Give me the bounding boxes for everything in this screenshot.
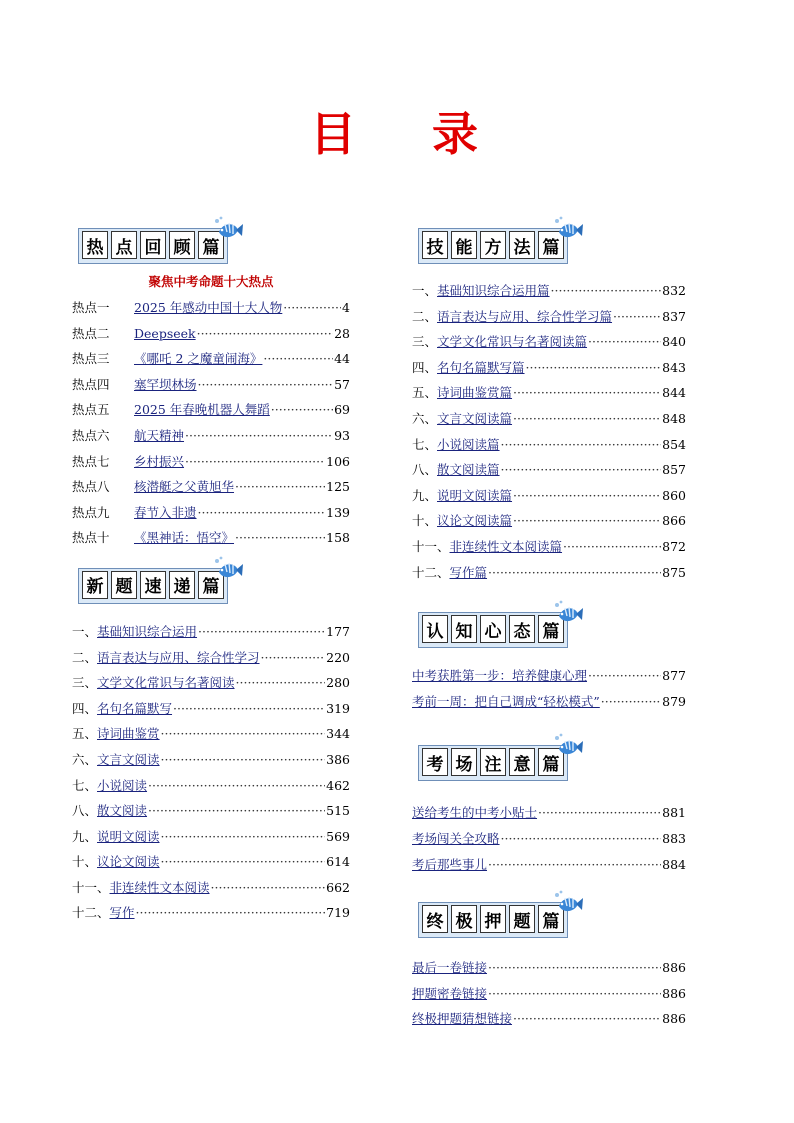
dot-leader bbox=[136, 905, 326, 920]
badge-char: 回 bbox=[140, 231, 166, 259]
toc-entry-label: 热点六 bbox=[72, 427, 110, 443]
toc-entry-page: 857 bbox=[662, 462, 686, 478]
badge-char: 心 bbox=[480, 615, 506, 643]
dot-leader bbox=[198, 624, 325, 639]
badge-char: 篇 bbox=[198, 231, 224, 259]
toc-entry-link[interactable]: 考前一周：把自己调成“轻松模式” bbox=[412, 693, 600, 709]
toc-entry-number: 六、 bbox=[412, 410, 438, 426]
section-final-predictions bbox=[412, 894, 686, 1035]
fish-icon bbox=[213, 216, 243, 244]
badge-char: 顾 bbox=[169, 231, 195, 259]
toc-entry-link[interactable]: 小说阅读 bbox=[97, 777, 148, 793]
toc-entry-label: 热点十 bbox=[72, 530, 110, 546]
toc-entry-page: 158 bbox=[326, 530, 350, 546]
toc-entry[interactable] bbox=[412, 460, 686, 486]
toc-entry-number: 九、 bbox=[72, 828, 98, 844]
toc-entry-label: 热点三 bbox=[72, 351, 110, 367]
badge-char: 考 bbox=[422, 748, 448, 776]
toc-entry-link[interactable]: 2025 年春晚机器人舞蹈 bbox=[134, 402, 270, 418]
toc-entry-page: 879 bbox=[662, 693, 686, 709]
toc-entry-label: 热点四 bbox=[72, 376, 110, 392]
toc-entry-link[interactable]: 送给考生的中考小贴士 bbox=[412, 805, 538, 821]
badge-char: 题 bbox=[111, 571, 137, 599]
toc-entry-link[interactable]: Deepseek bbox=[134, 325, 196, 341]
badge-char: 点 bbox=[111, 231, 137, 259]
toc-entry-link[interactable]: 诗词曲鉴赏 bbox=[97, 726, 160, 742]
toc-entry-link[interactable]: 基础知识综合运用 bbox=[97, 623, 198, 639]
toc-entry[interactable] bbox=[412, 358, 686, 384]
toc-entry-number: 二、 bbox=[72, 649, 98, 665]
toc-entry[interactable] bbox=[72, 699, 350, 725]
dot-leader bbox=[513, 1011, 661, 1026]
toc-entry-number: 十一、 bbox=[72, 879, 110, 895]
dot-leader bbox=[235, 479, 325, 494]
toc-entry-page: 884 bbox=[662, 856, 686, 872]
toc-entry-label: 热点一 bbox=[72, 300, 110, 315]
toc-entry[interactable] bbox=[72, 375, 350, 401]
dot-leader bbox=[551, 283, 662, 298]
toc-entry-link[interactable]: 名句名篇默写篇 bbox=[437, 359, 525, 375]
toc-entry-link[interactable]: 终极押题猜想链接 bbox=[412, 1011, 513, 1027]
badge-char: 能 bbox=[451, 231, 477, 259]
toc-entry-number: 十、 bbox=[72, 854, 98, 870]
toc-entry-page: 4 bbox=[342, 300, 350, 315]
toc-entry[interactable] bbox=[72, 477, 350, 503]
dot-leader bbox=[513, 411, 661, 426]
toc-entry-link[interactable]: 说明文阅读 bbox=[97, 828, 160, 844]
dot-leader bbox=[161, 854, 326, 869]
toc-entry-page: 69 bbox=[334, 402, 350, 418]
badge-frame bbox=[418, 745, 568, 781]
badge-char: 题 bbox=[509, 905, 535, 933]
dot-leader bbox=[488, 986, 661, 1001]
dot-leader bbox=[161, 829, 326, 844]
toc-entry[interactable] bbox=[412, 332, 686, 358]
toc-entry[interactable] bbox=[412, 307, 686, 333]
toc-entry-link[interactable]: 押题密卷链接 bbox=[412, 985, 488, 1001]
toc-entry-number: 一、 bbox=[72, 623, 98, 639]
badge-frame bbox=[78, 228, 228, 264]
dot-leader bbox=[211, 880, 326, 895]
toc-entry-page: 837 bbox=[662, 308, 686, 324]
toc-entry-label: 热点八 bbox=[72, 479, 110, 495]
dot-leader bbox=[173, 701, 325, 716]
dot-leader bbox=[185, 428, 333, 443]
toc-entry-label: 热点七 bbox=[72, 453, 110, 469]
toc-entry[interactable] bbox=[72, 801, 350, 827]
toc-entry-page: 344 bbox=[326, 726, 350, 742]
badge-char: 注 bbox=[480, 748, 506, 776]
toc-entry-link[interactable]: 语言表达与应用、综合性学习篇 bbox=[437, 308, 613, 324]
toc-entry-link[interactable]: 2025 年感动中国十大人物 bbox=[134, 300, 283, 315]
toc-entry[interactable] bbox=[412, 563, 686, 589]
dot-leader bbox=[161, 726, 326, 741]
section-badge bbox=[412, 737, 686, 781]
badge-char: 极 bbox=[451, 905, 477, 933]
dot-leader bbox=[185, 454, 325, 469]
toc-entry-link[interactable]: 航天精神 bbox=[134, 427, 185, 443]
toc-entry[interactable] bbox=[412, 486, 686, 512]
badge-char: 技 bbox=[422, 231, 448, 259]
toc-entry-page: 28 bbox=[334, 325, 350, 341]
toc-entry-number: 五、 bbox=[412, 385, 438, 401]
dot-leader bbox=[236, 675, 326, 690]
badge-char: 意 bbox=[509, 748, 535, 776]
toc-entry[interactable] bbox=[412, 666, 686, 692]
badge-char: 终 bbox=[422, 905, 448, 933]
toc-entry-link[interactable]: 散文阅读 bbox=[97, 803, 148, 819]
toc-entry[interactable] bbox=[72, 852, 350, 878]
toc-entry[interactable] bbox=[72, 324, 350, 350]
toc-entry-number: 十二、 bbox=[72, 905, 110, 921]
toc-entry[interactable] bbox=[72, 622, 350, 648]
title-char-left: 目 bbox=[310, 107, 362, 161]
toc-entry-page: 848 bbox=[662, 410, 686, 426]
toc-entry-page: 319 bbox=[326, 700, 350, 716]
toc-entry[interactable] bbox=[412, 1009, 686, 1035]
toc-entry-link[interactable]: 文言文阅读篇 bbox=[437, 410, 513, 426]
toc-entry-page: 886 bbox=[662, 1011, 686, 1027]
dot-leader bbox=[263, 351, 333, 366]
toc-entry-link[interactable]: 《黑神话：悟空》 bbox=[134, 530, 235, 546]
section-exam-notes bbox=[412, 737, 686, 880]
fish-icon bbox=[553, 890, 583, 918]
toc-entry-number: 十一、 bbox=[412, 538, 450, 554]
toc-entry-link[interactable]: 核潜艇之父黄旭华 bbox=[134, 479, 235, 495]
dot-leader bbox=[601, 694, 661, 709]
dot-leader bbox=[513, 513, 661, 528]
toc-entry-page: 866 bbox=[662, 513, 686, 529]
toc-entry[interactable] bbox=[72, 903, 350, 929]
fish-icon bbox=[553, 216, 583, 244]
toc-entry-link[interactable]: 考后那些事儿 bbox=[412, 856, 488, 872]
toc-entry[interactable] bbox=[412, 984, 686, 1010]
toc-entry-label: 热点九 bbox=[72, 504, 110, 520]
toc-entry-number: 三、 bbox=[412, 334, 438, 350]
toc-entry[interactable] bbox=[412, 435, 686, 461]
toc-entry-page: 883 bbox=[662, 830, 686, 846]
toc-entry-number: 九、 bbox=[412, 487, 438, 503]
toc-entry-number: 二、 bbox=[412, 308, 438, 324]
toc-entry[interactable] bbox=[72, 878, 350, 904]
toc-entry-page: 719 bbox=[326, 905, 350, 921]
toc-entry-link[interactable]: 塞罕坝林场 bbox=[134, 376, 197, 392]
toc-entry[interactable] bbox=[72, 528, 350, 554]
badge-char: 篇 bbox=[538, 748, 564, 776]
title-char-right: 录 bbox=[432, 107, 484, 161]
toc-entry-page: 840 bbox=[662, 334, 686, 350]
toc-entry-link[interactable]: 名句名篇默写 bbox=[97, 700, 173, 716]
toc-entry-link[interactable]: 中考获胜第一步：培养健康心理 bbox=[412, 668, 588, 684]
badge-char: 速 bbox=[140, 571, 166, 599]
toc-entry[interactable] bbox=[412, 958, 686, 984]
dot-leader bbox=[563, 539, 661, 554]
toc-entry-link[interactable]: 春节入非遗 bbox=[134, 504, 197, 520]
toc-entry[interactable] bbox=[72, 776, 350, 802]
badge-frame bbox=[78, 568, 228, 604]
toc-entry-page: 886 bbox=[662, 960, 686, 976]
badge-char: 热 bbox=[82, 231, 108, 259]
dot-leader bbox=[488, 565, 661, 580]
toc-entry-label: 热点五 bbox=[72, 402, 110, 418]
toc-entry[interactable] bbox=[412, 855, 686, 881]
toc-entry[interactable] bbox=[72, 827, 350, 853]
section-badge bbox=[72, 560, 350, 604]
page-title bbox=[0, 98, 794, 164]
toc-entry-label: 热点二 bbox=[72, 325, 110, 341]
dot-leader bbox=[148, 778, 325, 793]
toc-entry-page: 106 bbox=[326, 453, 350, 469]
dot-leader bbox=[197, 326, 333, 341]
toc-entry[interactable] bbox=[72, 298, 350, 324]
toc-entry-link[interactable]: 最后一卷链接 bbox=[412, 960, 488, 976]
dot-leader bbox=[161, 752, 326, 767]
toc-entry-page: 515 bbox=[326, 803, 350, 819]
toc-entry[interactable] bbox=[412, 803, 686, 829]
dot-leader bbox=[501, 437, 662, 452]
toc-entry-link[interactable]: 小说阅读篇 bbox=[437, 436, 500, 452]
toc-entry[interactable] bbox=[72, 452, 350, 478]
toc-entry-page: 872 bbox=[662, 538, 686, 554]
dot-leader bbox=[271, 402, 333, 417]
badge-char: 方 bbox=[480, 231, 506, 259]
badge-char: 知 bbox=[451, 615, 477, 643]
toc-entry-link[interactable]: 文学文化常识与名著阅读篇 bbox=[437, 334, 588, 350]
toc-entry-page: 662 bbox=[326, 879, 350, 895]
badge-char: 递 bbox=[169, 571, 195, 599]
badge-char: 篇 bbox=[198, 571, 224, 599]
dot-leader bbox=[501, 831, 662, 846]
section-skills bbox=[412, 220, 686, 588]
toc-entry-number: 八、 bbox=[412, 462, 438, 478]
toc-entry-link[interactable]: 基础知识综合运用篇 bbox=[437, 283, 550, 298]
toc-entry-page: 844 bbox=[662, 385, 686, 401]
toc-entry-page: 177 bbox=[326, 623, 350, 639]
badge-frame bbox=[418, 228, 568, 264]
dot-leader bbox=[513, 385, 661, 400]
left-column bbox=[72, 220, 350, 929]
toc-entry-page: 569 bbox=[326, 828, 350, 844]
toc-entry[interactable] bbox=[72, 426, 350, 452]
badge-frame bbox=[418, 612, 568, 648]
toc-entry-number: 一、 bbox=[412, 283, 438, 298]
toc-entry-link[interactable]: 议论文阅读篇 bbox=[437, 513, 513, 529]
toc-entry-link[interactable]: 《哪吒 2 之魔童闹海》 bbox=[134, 351, 263, 367]
toc-entry[interactable] bbox=[412, 409, 686, 435]
toc-entry-link[interactable]: 乡村振兴 bbox=[134, 453, 185, 469]
toc-entry-page: 843 bbox=[662, 359, 686, 375]
toc-entry-page: 44 bbox=[334, 351, 350, 367]
section-badge bbox=[412, 220, 686, 264]
toc-entry[interactable] bbox=[412, 511, 686, 537]
fish-icon bbox=[553, 600, 583, 628]
dot-leader bbox=[283, 300, 341, 315]
dot-leader bbox=[235, 530, 325, 545]
section-new-questions bbox=[72, 560, 350, 929]
toc-entry[interactable] bbox=[412, 383, 686, 409]
section-badge bbox=[412, 894, 686, 938]
toc-entry-link[interactable]: 考场闯关全攻略 bbox=[412, 830, 500, 846]
toc-entry-page: 854 bbox=[662, 436, 686, 452]
toc-entry-number: 四、 bbox=[72, 700, 98, 716]
toc-entry[interactable] bbox=[412, 829, 686, 855]
toc-entry-number: 七、 bbox=[412, 436, 438, 452]
badge-char: 法 bbox=[509, 231, 535, 259]
fish-icon bbox=[553, 733, 583, 761]
toc-entry[interactable] bbox=[412, 537, 686, 563]
toc-entry-page: 877 bbox=[662, 668, 686, 684]
dot-leader bbox=[488, 960, 661, 975]
toc-entry-link[interactable]: 非连续性文本阅读篇 bbox=[449, 538, 563, 554]
toc-entry-number: 七、 bbox=[72, 777, 98, 793]
toc-entry[interactable] bbox=[72, 750, 350, 776]
badge-char: 篇 bbox=[538, 905, 564, 933]
toc-entry-link[interactable]: 文言文阅读 bbox=[97, 751, 160, 767]
dot-leader bbox=[613, 309, 661, 324]
badge-frame bbox=[418, 902, 568, 938]
toc-entry-link[interactable]: 说明文阅读篇 bbox=[437, 487, 513, 503]
toc-entry-link[interactable]: 散文阅读篇 bbox=[437, 462, 500, 478]
toc-entry-link[interactable]: 非连续性文本阅读 bbox=[109, 879, 210, 895]
toc-entry-page: 886 bbox=[662, 985, 686, 1001]
toc-entry-number: 三、 bbox=[72, 675, 98, 691]
toc-entry-page: 139 bbox=[326, 504, 350, 520]
toc-entry-page: 832 bbox=[662, 283, 686, 298]
toc-entry-number: 六、 bbox=[72, 751, 98, 767]
toc-entry[interactable] bbox=[412, 281, 686, 307]
right-column bbox=[412, 220, 686, 1035]
dot-leader bbox=[588, 668, 661, 683]
toc-entry-link[interactable]: 写作篇 bbox=[449, 564, 488, 580]
toc-entry-link[interactable]: 议论文阅读 bbox=[97, 854, 160, 870]
toc-entry[interactable] bbox=[72, 648, 350, 674]
section-badge bbox=[412, 604, 686, 648]
toc-entry-page: 875 bbox=[662, 564, 686, 580]
badge-char: 押 bbox=[480, 905, 506, 933]
dot-leader bbox=[501, 462, 662, 477]
toc-entry[interactable] bbox=[72, 400, 350, 426]
toc-entry-link[interactable]: 诗词曲鉴赏篇 bbox=[437, 385, 513, 401]
toc-entry-page: 220 bbox=[326, 649, 350, 665]
toc-entry[interactable] bbox=[72, 503, 350, 529]
badge-char: 认 bbox=[422, 615, 448, 643]
toc-entry[interactable] bbox=[72, 724, 350, 750]
dot-leader bbox=[538, 805, 661, 820]
section-mindset bbox=[412, 604, 686, 717]
badge-char: 新 bbox=[82, 571, 108, 599]
toc-entry-page: 860 bbox=[662, 487, 686, 503]
dot-leader bbox=[513, 488, 661, 503]
section-subtitle: 聚焦中考命题十大热点 bbox=[148, 274, 274, 289]
section-hot-topics bbox=[72, 220, 350, 554]
section-badge bbox=[72, 220, 350, 264]
toc-entry-link[interactable]: 语言表达与应用、综合性学习 bbox=[97, 649, 260, 665]
toc-entry-link[interactable]: 文学文化常识与名著阅读 bbox=[97, 675, 235, 691]
toc-entry[interactable] bbox=[72, 673, 350, 699]
toc-entry-page: 57 bbox=[334, 376, 350, 392]
toc-entry-number: 五、 bbox=[72, 726, 98, 742]
dot-leader bbox=[148, 803, 325, 818]
fish-icon bbox=[213, 556, 243, 584]
dot-leader bbox=[261, 650, 326, 665]
toc-entry-page: 125 bbox=[326, 479, 350, 495]
dot-leader bbox=[198, 377, 334, 392]
toc-entry-page: 462 bbox=[326, 777, 350, 793]
badge-char: 态 bbox=[509, 615, 535, 643]
toc-entry-page: 614 bbox=[326, 854, 350, 870]
toc-entry-page: 881 bbox=[662, 805, 686, 821]
toc-entry-page: 93 bbox=[334, 427, 350, 443]
toc-entry-number: 十二、 bbox=[412, 564, 450, 580]
dot-leader bbox=[588, 334, 661, 349]
dot-leader bbox=[198, 505, 326, 520]
toc-entry-number: 十、 bbox=[412, 513, 438, 529]
dot-leader bbox=[488, 857, 661, 872]
toc-entry-link[interactable]: 写作 bbox=[109, 905, 135, 921]
badge-char: 篇 bbox=[538, 231, 564, 259]
toc-entry[interactable] bbox=[412, 692, 686, 718]
toc-entry-number: 四、 bbox=[412, 359, 438, 375]
dot-leader bbox=[526, 360, 662, 375]
toc-entry-page: 280 bbox=[326, 675, 350, 691]
toc-entry-number: 八、 bbox=[72, 803, 98, 819]
toc-entry[interactable] bbox=[72, 349, 350, 375]
toc-entry-page: 386 bbox=[326, 751, 350, 767]
badge-char: 篇 bbox=[538, 615, 564, 643]
badge-char: 场 bbox=[451, 748, 477, 776]
